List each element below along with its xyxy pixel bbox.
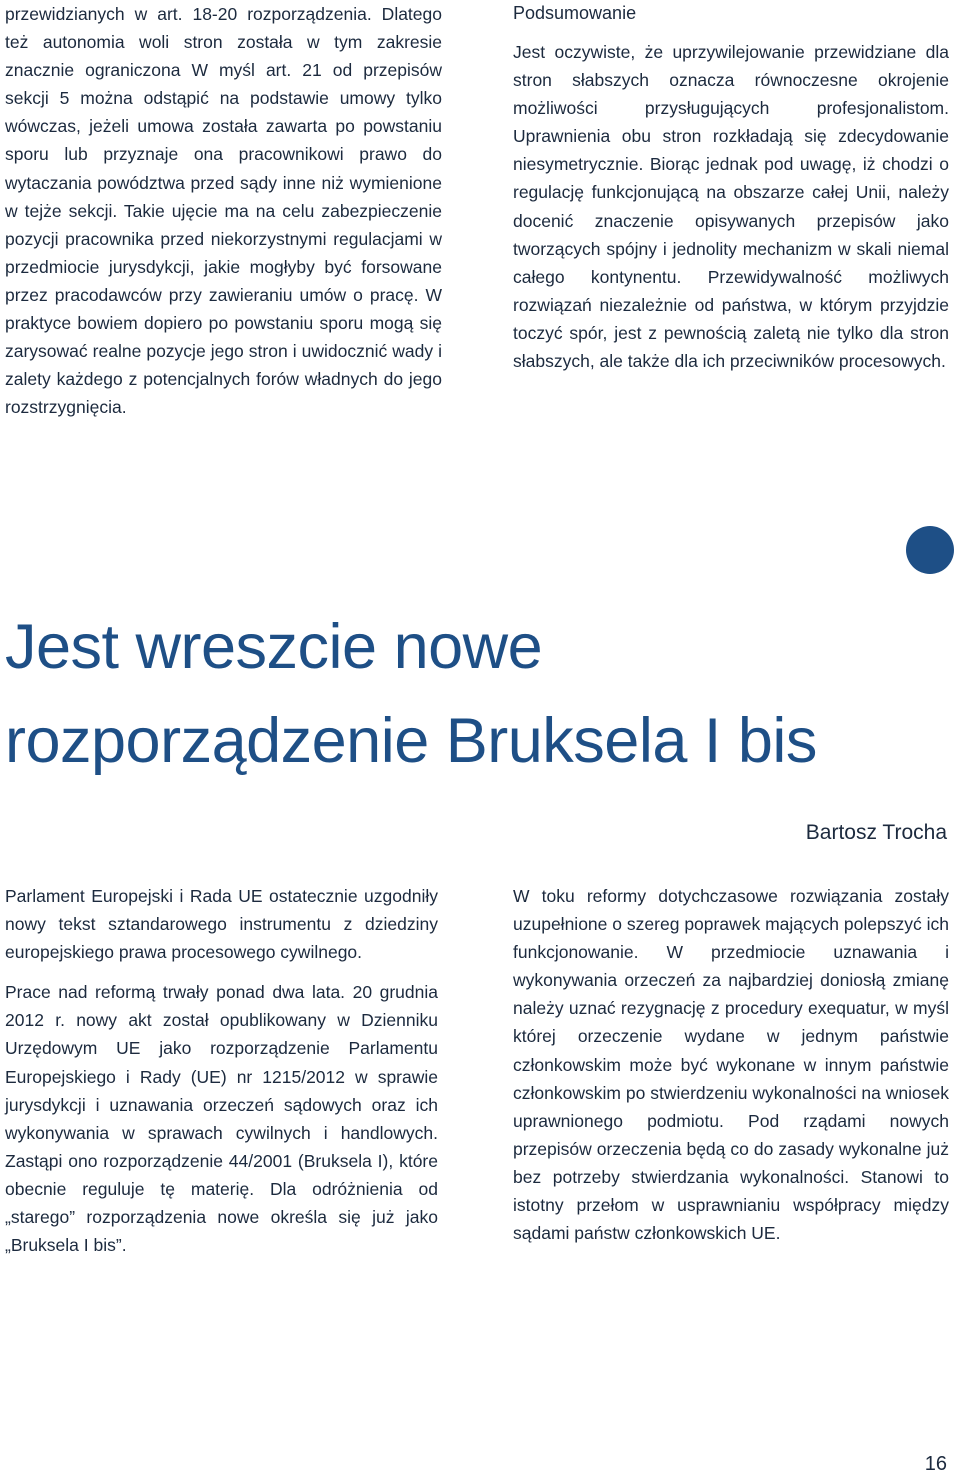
summary-section [513, 0, 949, 375]
summary-heading: Podsumowanie [513, 3, 637, 23]
article-title: Jest wreszcie nowe rozporządzenie Bruksela I bis [5, 612, 817, 776]
article-column-left [5, 882, 438, 1259]
article-column-right [513, 882, 949, 1247]
blue-dot-icon [906, 526, 954, 574]
summary-paragraph: Jest oczywiste, że uprzywilejowanie przewidziane dla stron słabszych oznacza równoczesne okrojenie możliwości przysługujących profesjonalistom. Uprawnienia obu stron rozkładają się zdecydowanie niesymetrycznie. Biorąc jednak pod uwagę, iż chodzi o regulację funkcjonującą na obszarze całej Unii, należy docenić znaczenie opisywanych przepisów jako tworzących spójny i jednolity mechanizm w skali niemal całego kontynentu. Przewidywalność możliwych rozwiązań niezależnie od państwa, w którym przyjdzie toczyć spór, jest z pewnością zaletą nie tylko dla stron słabszych, ale także dla ich przeciwników procesowych. [513, 42, 949, 372]
article-paragraph: Prace nad reformą trwały ponad dwa lata. 20 grudnia 2012 r. nowy akt został opublikowany w Dzienniku Urzędowym UE jako rozporządzenie Parlamentu Europejskiego i Rady (UE) nr 1215/2012 w sprawie jurysdykcji i uznawania orzeczeń sądowych oraz ich wykonywania w sprawach cywilnych i handlowych. Zastąpi ono rozporządzenie 44/2001 (Bruksela I), które obecnie reguluje tę materię. Dla odróżnienia od „starego” rozporządzenia nowe określa się już jako „Bruksela I bis”. [5, 982, 438, 1256]
continued-text-column [5, 0, 442, 421]
article-paragraph: Parlament Europejski i Rada UE ostatecznie uzgodniły nowy tekst sztandarowego instrumentu z dziedziny europejskiego prawa procesowego cywilnego. [5, 886, 438, 963]
article-author: Bartosz Trocha [805, 821, 947, 844]
continued-paragraph: przewidzianych w art. 18-20 rozporządzenia. Dlatego też autonomia woli stron została w tym zakresie znacznie ograniczona W myśl art. 21 od przepisów sekcji 5 można odstąpić na podstawie umowy tylko wówczas, jeżeli umowa została zawarta po powstaniu sporu lub przyznaje ona pracownikowi prawo do wytaczania powództwa przed sądy inne niż wymienione w tejże sekcji. Takie ujęcie ma na celu zabezpieczenie pozycji pracownika przed niekorzystnymi regulacjami w przedmiocie jurysdykcji, jakie mogłyby być forsowane przez pracodawców przy zawieraniu umów o pracę. W praktyce bowiem dopiero po powstaniu sporu mogą się zarysować realne pozycje jego stron i uwidocznić wady i zalety każdego z potencjalnych forów władnych do jego rozstrzygnięcia. [5, 4, 442, 418]
article-paragraph: W toku reformy dotychczasowe rozwiązania zostały uzupełnione o szereg poprawek mających polepszyć ich funkcjonowanie. W przedmiocie uznawania i wykonywania orzeczeń za najbardziej doniosłą zmianę należy uznać rezygnację z procedury exequatur, w myśl której orzeczenie wydane w jednym państwie członkowskim może być wykonane w innym państwie członkowskim po stwierdzeniu wykonalności na wniosek uprawnionego podmiotu. Pod rządami nowych przepisów orzeczenia będą co do zasady wykonalne już bez potrzeby stwierdzania wykonalności. Stanowi to istotny przełom w usprawnianiu współpracy między sądami państw członkowskich UE. [513, 886, 949, 1244]
page-number: 16 [924, 1453, 947, 1475]
